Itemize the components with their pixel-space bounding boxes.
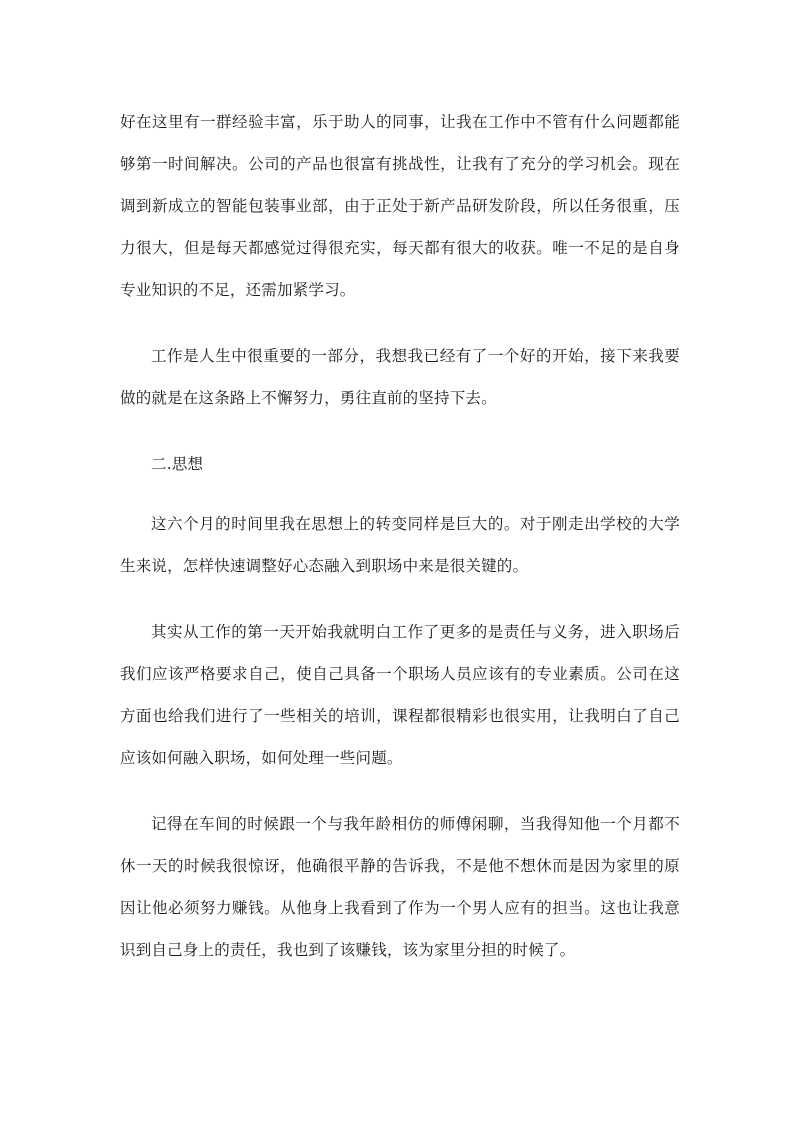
paragraph-responsibility: 其实从工作的第一天开始我就明白工作了更多的是责任与义务，进入职场后我们应该严格要求自己，使自己具备一个职场人员应该有的专业素质。公司在这方面也给我们进行了一些相关的培训，课程都很精彩也很实用，让我明白了自己应该如何融入职场，如何处理一些问题。: [120, 623, 680, 767]
section-heading-thought: 二.思想: [151, 455, 204, 473]
paragraph-workshop-story: 记得在车间的时候跟一个与我年龄相仿的师傅闲聊，当我得知他一个月都不休一天的时候我很惊讶，他确很平静的告诉我，不是他不想休而是因为家里的原因让他必须努力赚钱。从他身上我看到了作为一个男人应有的担当。这也让我意识到自己身上的责任，我也到了该赚钱，该为家里分担的时候了。: [120, 815, 680, 959]
paragraph-colleagues: 好在这里有一群经验丰富，乐于助人的同事，让我在工作中不管有什么问题都能够第一时间解决。公司的产品也很富有挑战性，让我有了充分的学习机会。现在调到新成立的智能包装事业部，由于正处于新产品研发阶段，所以任务很重，压力很大，但是每天都感觉过得很充实，每天都有很大的收获。唯一不足的是自身专业知识的不足，还需加紧学习。: [120, 113, 680, 299]
document-body: [120, 101, 680, 995]
paragraph-mindset-change: 这六个月的时间里我在思想上的转变同样是巨大的。对于刚走出学校的大学生来说，怎样快速调整好心态融入到职场中来是很关键的。: [120, 515, 680, 575]
paragraph-work-importance: 工作是人生中很重要的一部分，我想我已经有了一个好的开始，接下来我要做的就是在这条路上不懈努力，勇往直前的坚持下去。: [120, 347, 680, 407]
